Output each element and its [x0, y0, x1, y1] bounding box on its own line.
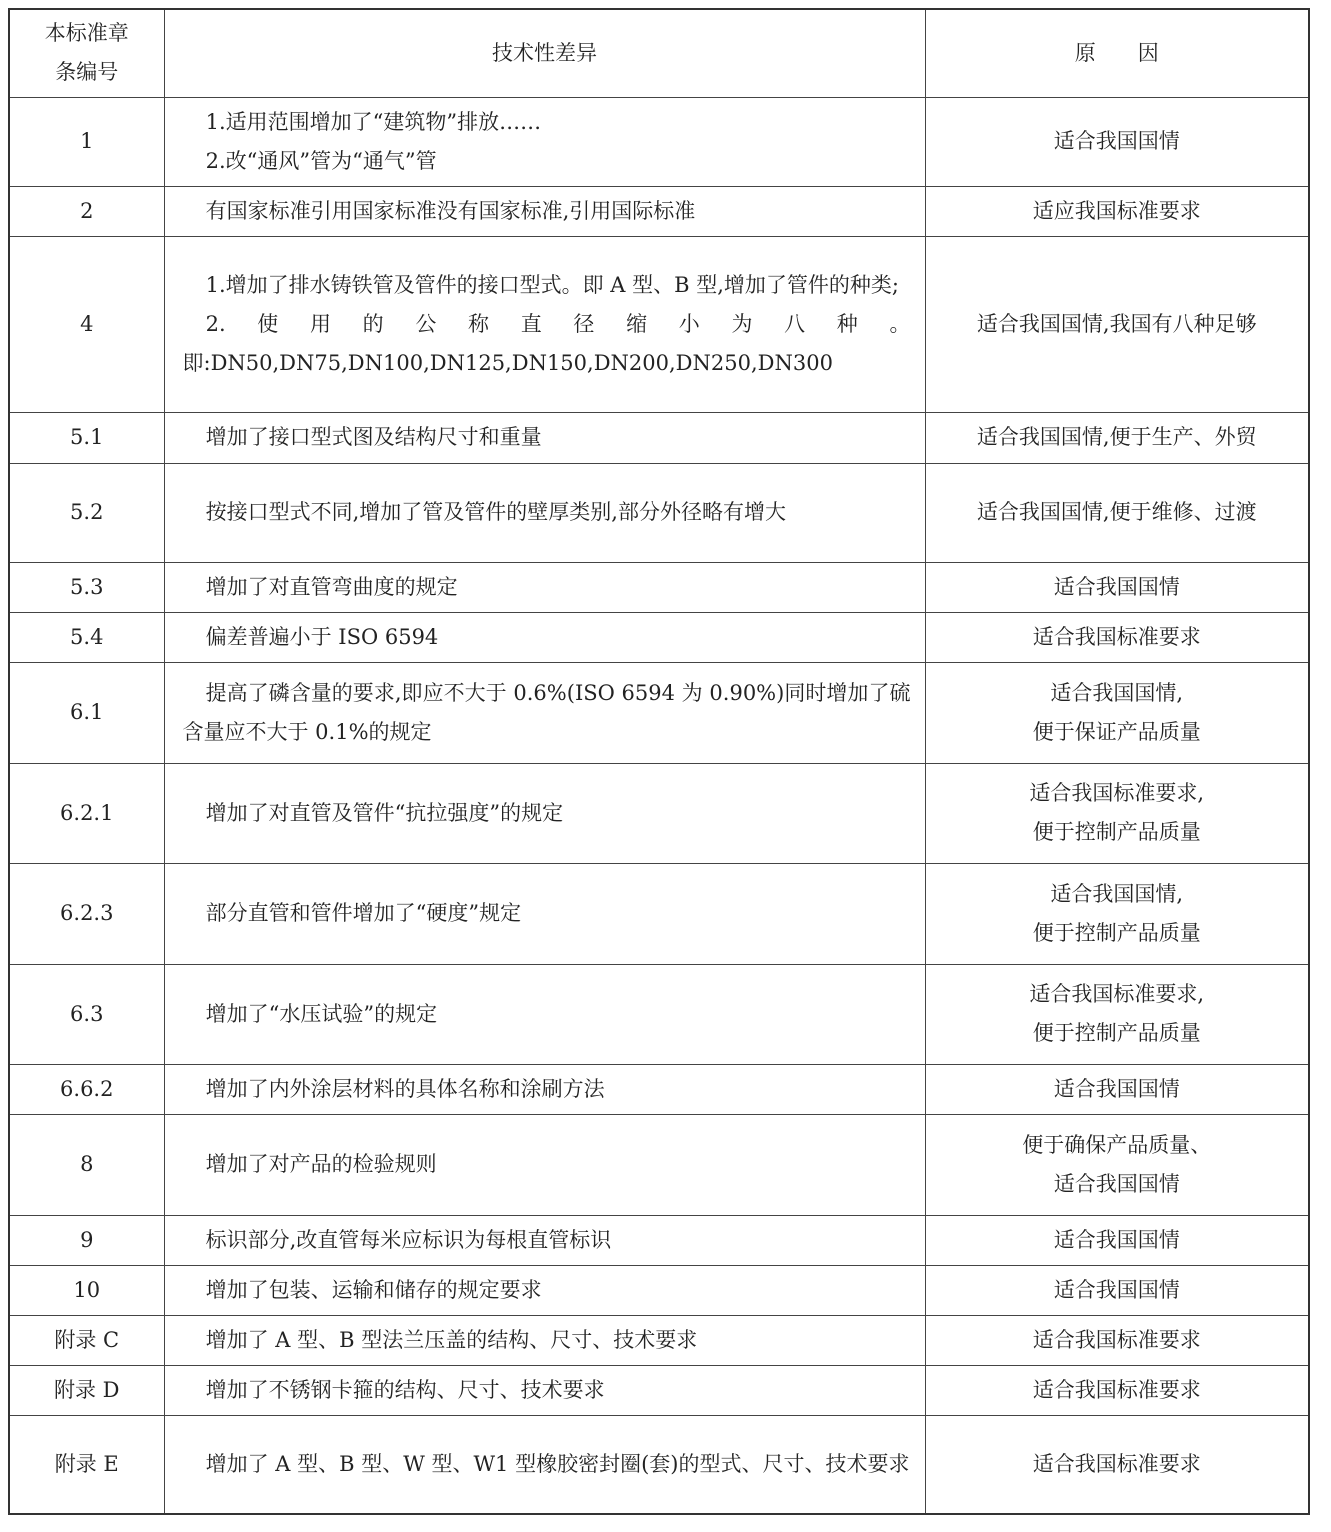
technical-difference — [164, 97, 925, 186]
difference-paragraph: 增加了 A 型、B 型、W 型、W1 型橡胶密封圈(套)的型式、尺寸、技术要求 — [205, 1451, 910, 1476]
header-row — [9, 9, 1309, 97]
clause-number: 1 — [9, 97, 164, 186]
reason-line: 适合我国国情 — [1053, 1076, 1180, 1101]
clause-number: 5.2 — [9, 463, 164, 562]
technical-difference — [164, 562, 925, 612]
difference-paragraph: 1.增加了排水铸铁管及管件的接口型式。即 A 型、B 型,增加了管件的种类; — [205, 272, 900, 297]
reason-line: 便于确保产品质量、 — [1022, 1132, 1212, 1157]
clause-number: 10 — [9, 1265, 164, 1315]
reason-line: 便于控制产品质量 — [1032, 820, 1201, 844]
reason-line: 适合我国国情,我国有八种足够 — [976, 311, 1257, 336]
clause-number: 9 — [9, 1215, 164, 1265]
technical-difference — [164, 863, 925, 964]
reason-line: 适合我国标准要求 — [1032, 624, 1201, 649]
reason — [925, 412, 1309, 463]
difference-paragraph: 增加了 A 型、B 型法兰压盖的结构、尺寸、技术要求 — [205, 1327, 698, 1352]
reason-line: 适合我国国情, — [1050, 881, 1184, 906]
technical-difference — [164, 1415, 925, 1514]
table-row — [9, 964, 1309, 1064]
difference-paragraph: 按接口型式不同,增加了管及管件的壁厚类别,部分外径略有增大 — [205, 500, 786, 524]
technical-difference — [164, 662, 925, 763]
clause-number: 6.2.1 — [9, 763, 164, 863]
reason-line: 便于保证产品质量 — [1032, 719, 1201, 744]
difference-paragraph: 增加了对产品的检验规则 — [205, 1152, 437, 1176]
reason — [925, 964, 1309, 1064]
reason — [925, 562, 1309, 612]
difference-paragraph: 增加了接口型式图及结构尺寸和重量 — [205, 425, 542, 449]
technical-difference — [164, 1265, 925, 1315]
reason-line: 适合我国标准要求 — [1032, 1451, 1201, 1476]
difference-paragraph: 部分直管和管件增加了“硬度”规定 — [205, 901, 522, 925]
clause-number: 8 — [9, 1114, 164, 1215]
reason — [925, 1265, 1309, 1315]
difference-paragraph: 2.改“通风”管为“通气”管 — [205, 148, 437, 173]
table-row — [9, 1365, 1309, 1415]
table-row — [9, 1215, 1309, 1265]
reason — [925, 97, 1309, 186]
table-row — [9, 1415, 1309, 1514]
difference-paragraph: 有国家标准引用国家标准没有国家标准,引用国际标准 — [205, 198, 696, 223]
reason — [925, 612, 1309, 662]
technical-difference — [164, 463, 925, 562]
reason-line: 适合我国国情 — [1053, 574, 1180, 599]
technical-difference — [164, 763, 925, 863]
reason — [925, 863, 1309, 964]
clause-number: 附录 C — [9, 1315, 164, 1365]
reason — [925, 236, 1309, 412]
table-row — [9, 236, 1309, 412]
technical-difference — [164, 1315, 925, 1365]
clause-number: 6.1 — [9, 662, 164, 763]
difference-paragraph: 增加了“水压试验”的规定 — [205, 1001, 438, 1026]
technical-difference — [164, 1215, 925, 1265]
clause-number: 5.3 — [9, 562, 164, 612]
difference-paragraph: 增加了对直管弯曲度的规定 — [205, 574, 458, 599]
table-row — [9, 562, 1309, 612]
clause-number: 2 — [9, 186, 164, 236]
clause-number: 5.1 — [9, 412, 164, 463]
technical-difference — [164, 186, 925, 236]
technical-difference — [164, 236, 925, 412]
reason-line: 适应我国标准要求 — [1032, 198, 1201, 223]
difference-paragraph: 增加了不锈钢卡箍的结构、尺寸、技术要求 — [205, 1377, 605, 1402]
header-clause — [9, 9, 164, 97]
clause-number: 6.2.3 — [9, 863, 164, 964]
header-reason: 原 因 — [925, 9, 1309, 97]
technical-difference — [164, 1365, 925, 1415]
difference-paragraph: 2.使用的公称直径缩小为八种。即:DN50,DN75,DN100,DN125,DN150,DN200,DN250,DN300 — [182, 311, 911, 375]
table-row — [9, 1265, 1309, 1315]
reason-line: 适合我国国情 — [1053, 1277, 1180, 1302]
reason — [925, 1415, 1309, 1514]
table-row — [9, 1064, 1309, 1114]
reason-line: 适合我国国情,便于维修、过渡 — [976, 500, 1257, 524]
difference-paragraph: 偏差普遍小于 ISO 6594 — [205, 624, 439, 649]
table-row — [9, 412, 1309, 463]
clause-number: 6.6.2 — [9, 1064, 164, 1114]
reason — [925, 1365, 1309, 1415]
header-clause-line: 条编号 — [55, 60, 119, 85]
clause-number: 附录 D — [9, 1365, 164, 1415]
reason-line: 适合我国国情 — [1053, 1171, 1180, 1196]
reason-line: 适合我国标准要求 — [1032, 1327, 1201, 1352]
reason — [925, 186, 1309, 236]
clause-number: 4 — [9, 236, 164, 412]
technical-difference — [164, 964, 925, 1064]
reason — [925, 463, 1309, 562]
difference-paragraph: 1.适用范围增加了“建筑物”排放…… — [205, 109, 542, 134]
table-row — [9, 97, 1309, 186]
table-row — [9, 1114, 1309, 1215]
reason-line: 适合我国国情 — [1053, 1227, 1180, 1252]
reason-line: 适合我国国情, — [1050, 680, 1184, 705]
difference-paragraph: 标识部分,改直管每米应标识为每根直管标识 — [205, 1227, 612, 1252]
technical-difference — [164, 412, 925, 463]
table-row — [9, 1315, 1309, 1365]
technical-difference — [164, 1064, 925, 1114]
reason — [925, 763, 1309, 863]
reason-line: 便于控制产品质量 — [1032, 1021, 1201, 1045]
reason — [925, 1114, 1309, 1215]
reason-line: 适合我国国情 — [1053, 129, 1180, 153]
reason — [925, 1215, 1309, 1265]
reason-line: 适合我国标准要求, — [1029, 982, 1205, 1006]
table-row — [9, 863, 1309, 964]
header-clause-line: 本标准章 — [44, 21, 129, 46]
reason-line: 适合我国标准要求 — [1032, 1377, 1201, 1402]
technical-difference — [164, 1114, 925, 1215]
technical-difference — [164, 612, 925, 662]
clause-number: 附录 E — [9, 1415, 164, 1514]
reason-line: 适合我国标准要求, — [1029, 781, 1205, 805]
table-row — [9, 662, 1309, 763]
header-difference: 技术性差异 — [164, 9, 925, 97]
table-row — [9, 463, 1309, 562]
clause-number: 5.4 — [9, 612, 164, 662]
reason — [925, 662, 1309, 763]
difference-paragraph: 增加了包装、运输和储存的规定要求 — [205, 1277, 542, 1302]
difference-paragraph: 增加了对直管及管件“抗拉强度”的规定 — [205, 800, 564, 825]
difference-paragraph: 增加了内外涂层材料的具体名称和涂刷方法 — [205, 1076, 605, 1101]
technical-differences-table — [8, 8, 1310, 1515]
table-row — [9, 763, 1309, 863]
clause-number: 6.3 — [9, 964, 164, 1064]
reason-line: 便于控制产品质量 — [1032, 920, 1201, 945]
table-row — [9, 186, 1309, 236]
reason — [925, 1315, 1309, 1365]
difference-paragraph: 提高了磷含量的要求,即应不大于 0.6%(ISO 6594 为 0.90%)同时增加了硫含量应不大于 0.1%的规定 — [182, 680, 911, 744]
table-row — [9, 612, 1309, 662]
reason-line: 适合我国国情,便于生产、外贸 — [976, 425, 1257, 449]
reason — [925, 1064, 1309, 1114]
